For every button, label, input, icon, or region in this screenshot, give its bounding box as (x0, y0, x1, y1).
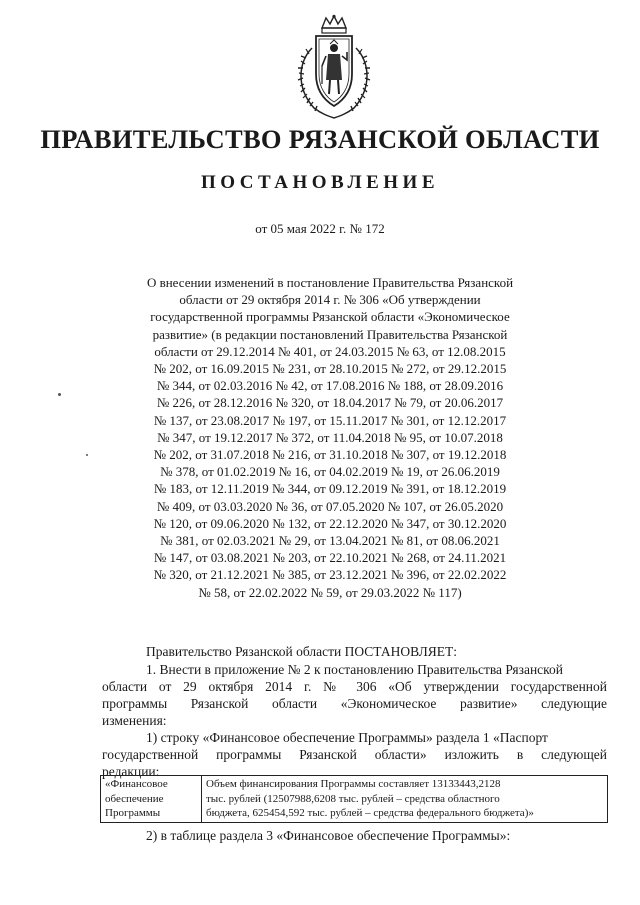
title-line: № 202, от 31.07.2018 № 216, от 31.10.2018 № 307, от 19.12.2018 (153, 447, 507, 463)
title-line: № 409, от 03.03.2020 № 36, от 07.05.2020 № 107, от 26.05.2020 (156, 498, 504, 514)
value-line: тыс. рублей (12507988,6208 тыс. рублей – средства областного (206, 792, 500, 805)
paragraph-1-line: изменения: (102, 713, 167, 728)
title-line: государственной программы Рязанской области «Экономическое (150, 309, 510, 325)
label-line: обеспечение (105, 792, 164, 805)
subitem-1-line: 1) строку «Финансовое обеспечение Программы» раздела 1 «Паспорт (146, 730, 548, 745)
title-line: № 320, от 21.12.2021 № 385, от 23.12.2021 № 396, от 22.02.2022 (153, 567, 507, 583)
title-line: № 147, от 03.08.2021 № 203, от 22.10.2021 № 268, от 24.11.2021 (153, 550, 507, 566)
title-line: № 183, от 12.11.2019 № 344, от 09.12.2019 № 391, от 18.12.2019 (153, 481, 507, 497)
title-line: № 202, от 16.09.2015 № 231, от 28.10.2015 № 272, от 29.12.2015 (153, 361, 507, 377)
table-label-cell (101, 776, 202, 823)
title-line: О внесении изменений в постановление Правительства Рязанской (146, 275, 514, 290)
label-line: Программы (105, 807, 161, 819)
title-line: № 378, от 01.02.2019 № 16, от 04.02.2019 № 19, от 26.06.2019 (160, 464, 500, 480)
title-line: области от 29 октября 2014 г. № 306 «Об утверждении (179, 292, 481, 308)
paragraph-1-line: программы Рязанской области «Экономическое развитие» следующие (102, 696, 607, 711)
subitem-1-line: редакции: (102, 764, 160, 779)
item-2: 2) в таблице раздела 3 «Финансовое обеспечение Программы»: (146, 828, 511, 843)
document-type: ПОСТАНОВЛЕНИЕ (200, 172, 440, 193)
title-line: № 344, от 02.03.2016 № 42, от 17.08.2016 № 188, от 28.09.2016 (156, 378, 504, 394)
title-line: области от 29.12.2014 № 401, от 24.03.2015 № 63, от 12.08.2015 (154, 343, 506, 359)
document-title (120, 274, 540, 601)
title-line: № 137, от 23.08.2017 № 197, от 15.11.2017 № 301, от 12.12.2017 (153, 412, 507, 428)
title-line: № 226, от 28.12.2016 № 320, от 18.04.2017 № 79, от 20.06.2017 (156, 395, 504, 411)
scan-speck (86, 454, 88, 456)
value-line: бюджета, 625454,592 тыс. рублей – средства федерального бюджета)» (206, 807, 534, 819)
title-line: № 381, от 02.03.2021 № 29, от 13.04.2021 № 81, от 08.06.2021 (160, 533, 500, 549)
paragraph-1-line: области от 29 октября 2014 г. № 306 «Об утверждении государственной (102, 679, 607, 694)
table-value-cell (202, 776, 608, 823)
title-line: № 347, от 19.12.2017 № 372, от 11.04.2018 № 95, от 10.07.2018 (157, 429, 503, 445)
document-date-number: от 05 мая 2022 г. № 172 (255, 221, 385, 236)
subitem-1-line: государственной программы Рязанской области» изложить в следующей (102, 747, 607, 762)
table-row (101, 776, 608, 823)
financing-table (100, 775, 608, 823)
coat-of-arms-icon (292, 14, 376, 122)
scan-speck (58, 393, 61, 396)
organization-name: ПРАВИТЕЛЬСТВО РЯЗАНСКОЙ ОБЛАСТИ (40, 124, 600, 154)
value-line: Объем финансирования Программы составляет 13133443,2128 (206, 778, 501, 790)
body-text (102, 661, 607, 780)
label-line: «Финансовое (105, 778, 168, 790)
title-line: развитие» (в редакции постановлений Правительства Рязанской (152, 326, 508, 342)
title-line: № 120, от 09.06.2020 № 132, от 22.12.2020 № 347, от 30.12.2020 (153, 515, 507, 531)
preamble: Правительство Рязанской области ПОСТАНОВЛЯЕТ: (146, 644, 458, 659)
title-line: № 58, от 22.02.2022 № 59, от 29.03.2022 № 117) (198, 584, 462, 600)
paragraph-1-line: 1. Внести в приложение № 2 к постановлению Правительства Рязанской (146, 662, 564, 677)
